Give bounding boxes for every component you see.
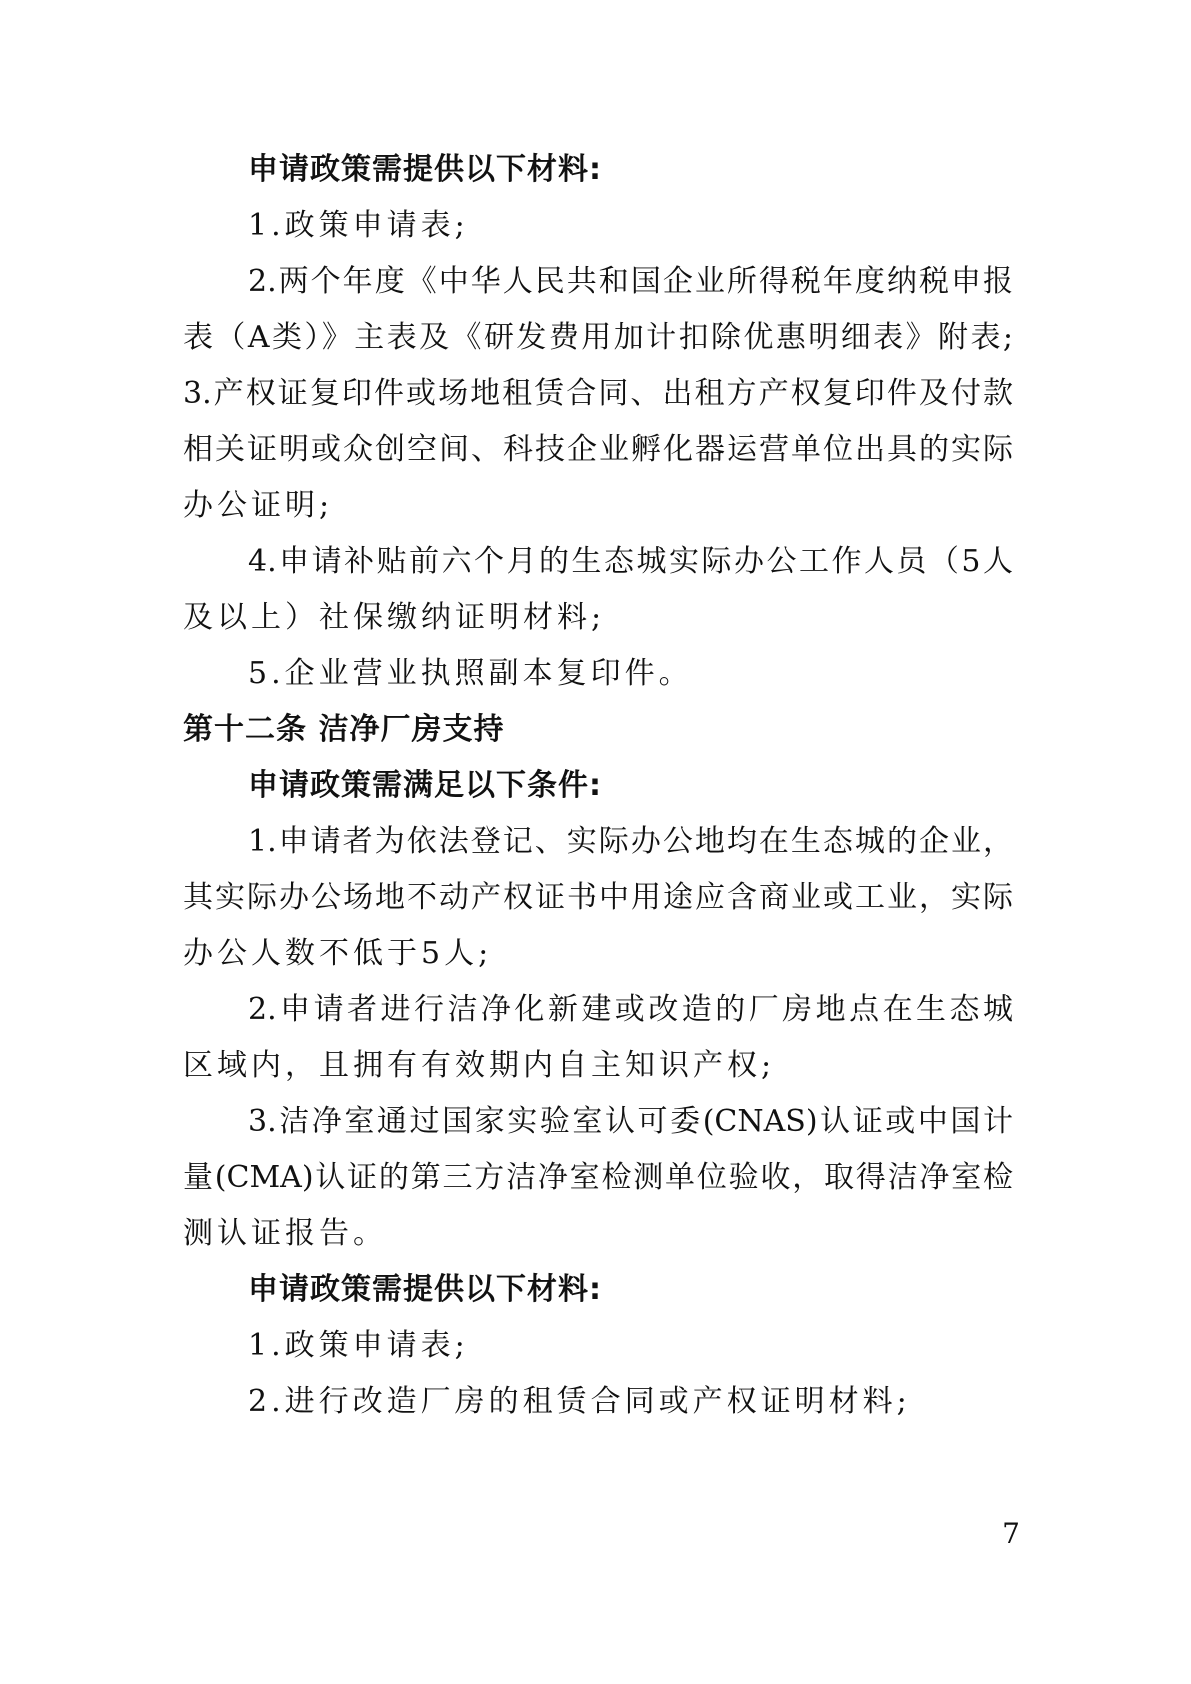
materials-item-2-line-1: 2.两个年度《中华人民共和国企业所得税年度纳税申报 <box>248 264 1013 299</box>
condition-1-line-1: 1.申请者为依法登记、实际办公地均在生态城的企业， <box>248 824 1013 859</box>
materials-heading-1: 申请政策需提供以下材料: <box>248 152 602 187</box>
materials-item-5: 5.企业营业执照副本复印件。 <box>248 656 693 691</box>
materials-2-item-2: 2.进行改造厂房的租赁合同或产权证明材料; <box>248 1384 911 1419</box>
condition-2-line-1: 2.申请者进行洁净化新建或改造的厂房地点在生态城 <box>248 992 1013 1027</box>
materials-heading-2: 申请政策需提供以下材料: <box>248 1272 602 1307</box>
materials-item-3-line-2: 相关证明或众创空间、科技企业孵化器运营单位出具的实际 <box>183 432 1013 467</box>
materials-item-3-line-1: 3.产权证复印件或场地租赁合同、出租方产权复印件及付款 <box>183 376 1013 411</box>
condition-3-line-2: 量(CMA)认证的第三方洁净室检测单位验收，取得洁净室检 <box>183 1160 1013 1195</box>
materials-item-1: 1.政策申请表; <box>248 208 469 243</box>
condition-1-line-2: 其实际办公场地不动产权证书中用途应含商业或工业，实际 <box>183 880 1013 915</box>
materials-item-2-line-2: 表（A类）》主表及《研发费用加计扣除优惠明细表》附表; <box>183 320 1013 355</box>
article-12-title: 第十二条 洁净厂房支持 <box>183 712 505 747</box>
page-number: 7 <box>1002 1517 1020 1550</box>
conditions-heading: 申请政策需满足以下条件: <box>248 768 602 803</box>
materials-2-item-1: 1.政策申请表; <box>248 1328 469 1363</box>
condition-3-line-1: 3.洁净室通过国家实验室认可委(CNAS)认证或中国计 <box>248 1104 1013 1139</box>
condition-3-line-3: 测认证报告。 <box>183 1216 387 1251</box>
materials-item-4-line-1: 4.申请补贴前六个月的生态城实际办公工作人员（5人 <box>248 544 1013 579</box>
condition-1-line-3: 办公人数不低于5人; <box>183 936 493 971</box>
condition-2-line-2: 区域内，且拥有有效期内自主知识产权; <box>183 1048 776 1083</box>
materials-item-3-line-3: 办公证明; <box>183 488 334 523</box>
materials-item-4-line-2: 及以上）社保缴纳证明材料; <box>183 600 606 635</box>
